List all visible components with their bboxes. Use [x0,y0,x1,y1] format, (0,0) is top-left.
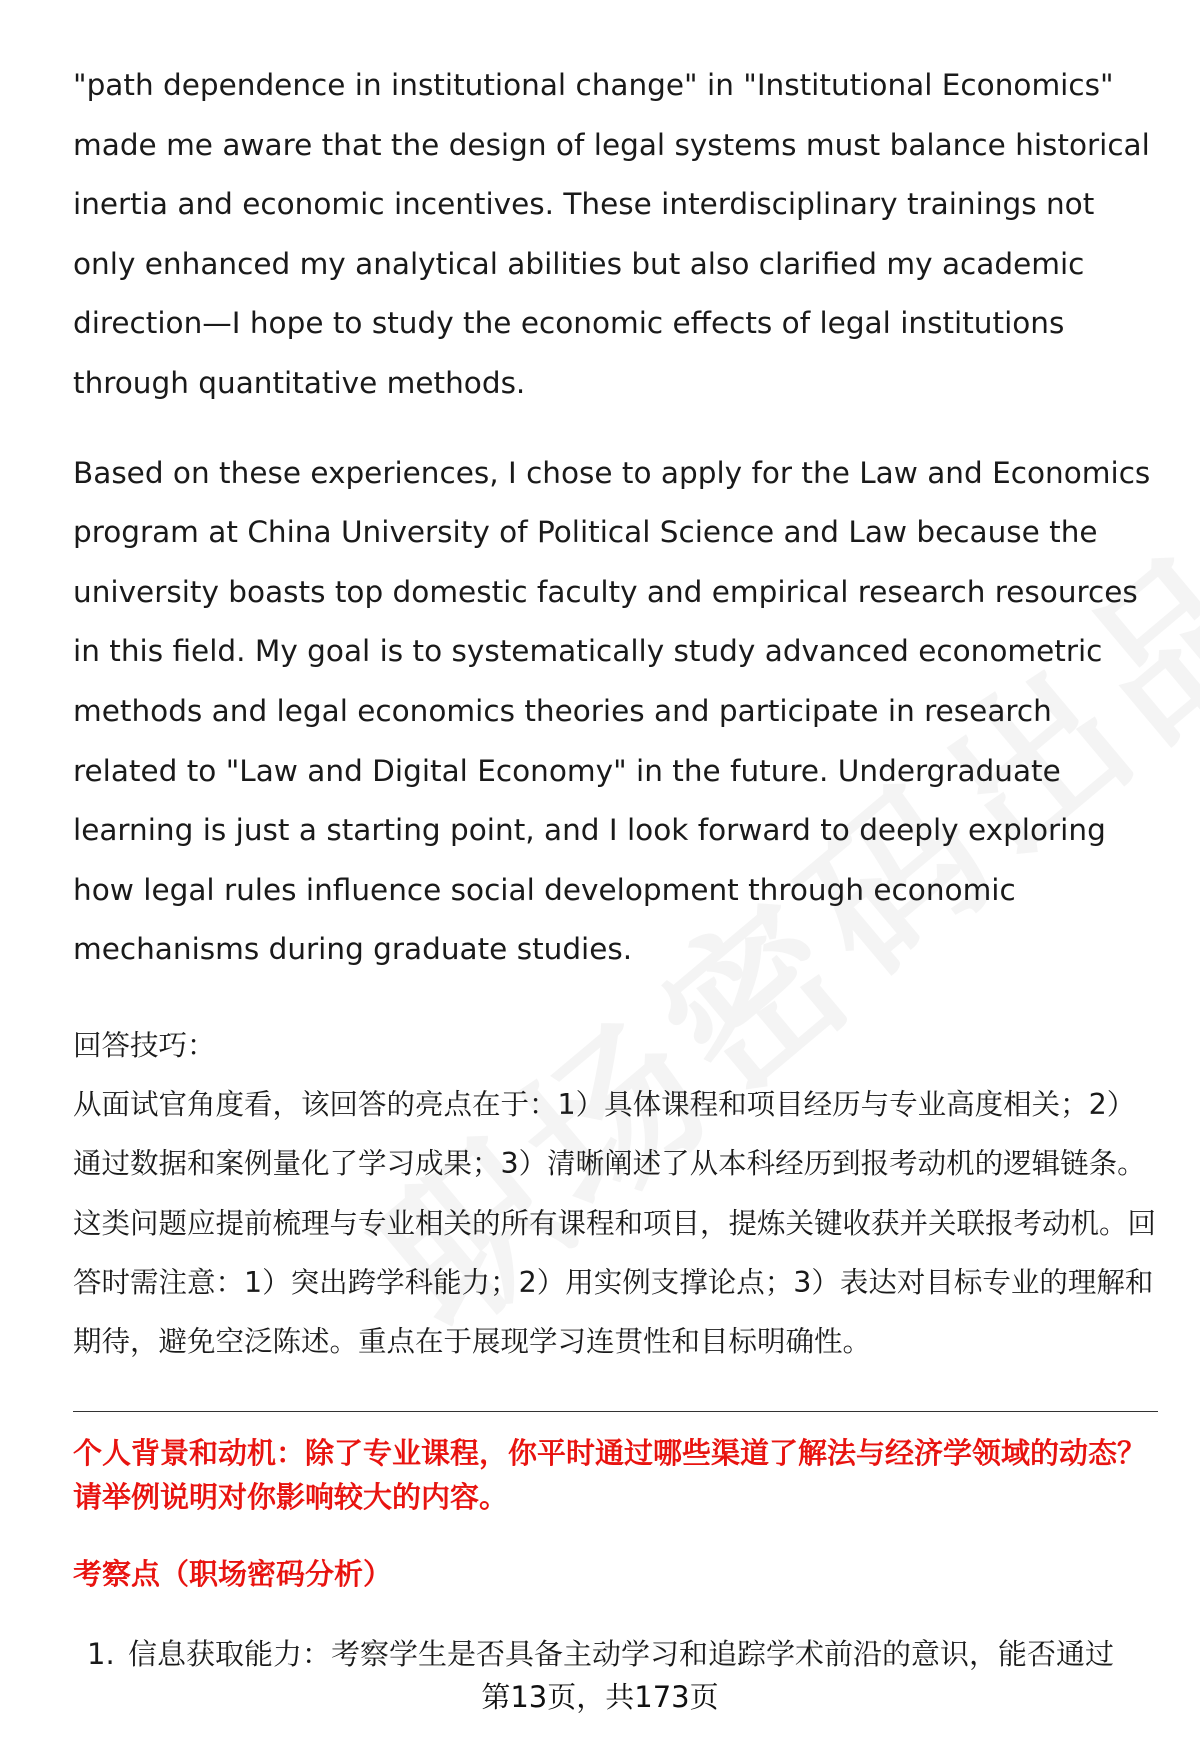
english-paragraph-1: "path dependence in institutional change" in "Institutional Economics" made me aware that the design of legal systems must balance historical inertia and economic incentives. These interdisciplinary trainings not only enhanced my analytical abilities but also clarified my academic direction—I hope to study the economic effects of legal institutions through quantitative methods. [73,68,1150,400]
list-item-text: 信息获取能力：考察学生是否具备主动学习和追踪学术前沿的意识，能否通过 [128,1637,1115,1671]
list-item [73,1634,1158,1674]
answer-tips [73,1016,1158,1371]
tips-body: 从面试官角度看，该回答的亮点在于：1）具体课程和项目经历与专业高度相关；2）通过数据和案例量化了学习成果；3）清晰阐述了从本科经历到报考动机的逻辑链条。这类问题应提前梳理与专业相关的所有课程和项目，提炼关键收获并关联报考动机。回答时需注意：1）突出跨学科能力；2）用实例支撑论点；3）表达对目标专业的理解和期待，避免空泛陈述。重点在于展现学习连贯性和目标明确性。 [73,1088,1157,1358]
assessment-list [73,1634,1158,1674]
section-divider [73,1411,1158,1412]
question-title: 个人背景和动机：除了专业课程，你平时通过哪些渠道了解法与经济学领域的动态？请举例说明对你影响较大的内容。 [73,1436,1147,1514]
document-body [73,56,1158,1371]
english-paragraph-2: Based on these experiences, I chose to apply for the Law and Economics program at China University of Political Science and Law because the university boasts top domestic faculty and empirical research resources in this field. My goal is to systematically study advanced econometric methods and legal economics theories and participate in research related to "Law and Digital Economy" in the future. Undergraduate learning is just a starting point, and I look forward to deeply exploring how legal rules influence social development through economic mechanisms during graduate studies. [73,455,1151,967]
tips-label: 回答技巧： [73,1028,216,1062]
list-item-number: 1. [87,1637,115,1671]
page-footer: 第13页，共173页 [481,1680,719,1714]
question-subtitle: 考察点（职场密码分析） [73,1557,393,1591]
